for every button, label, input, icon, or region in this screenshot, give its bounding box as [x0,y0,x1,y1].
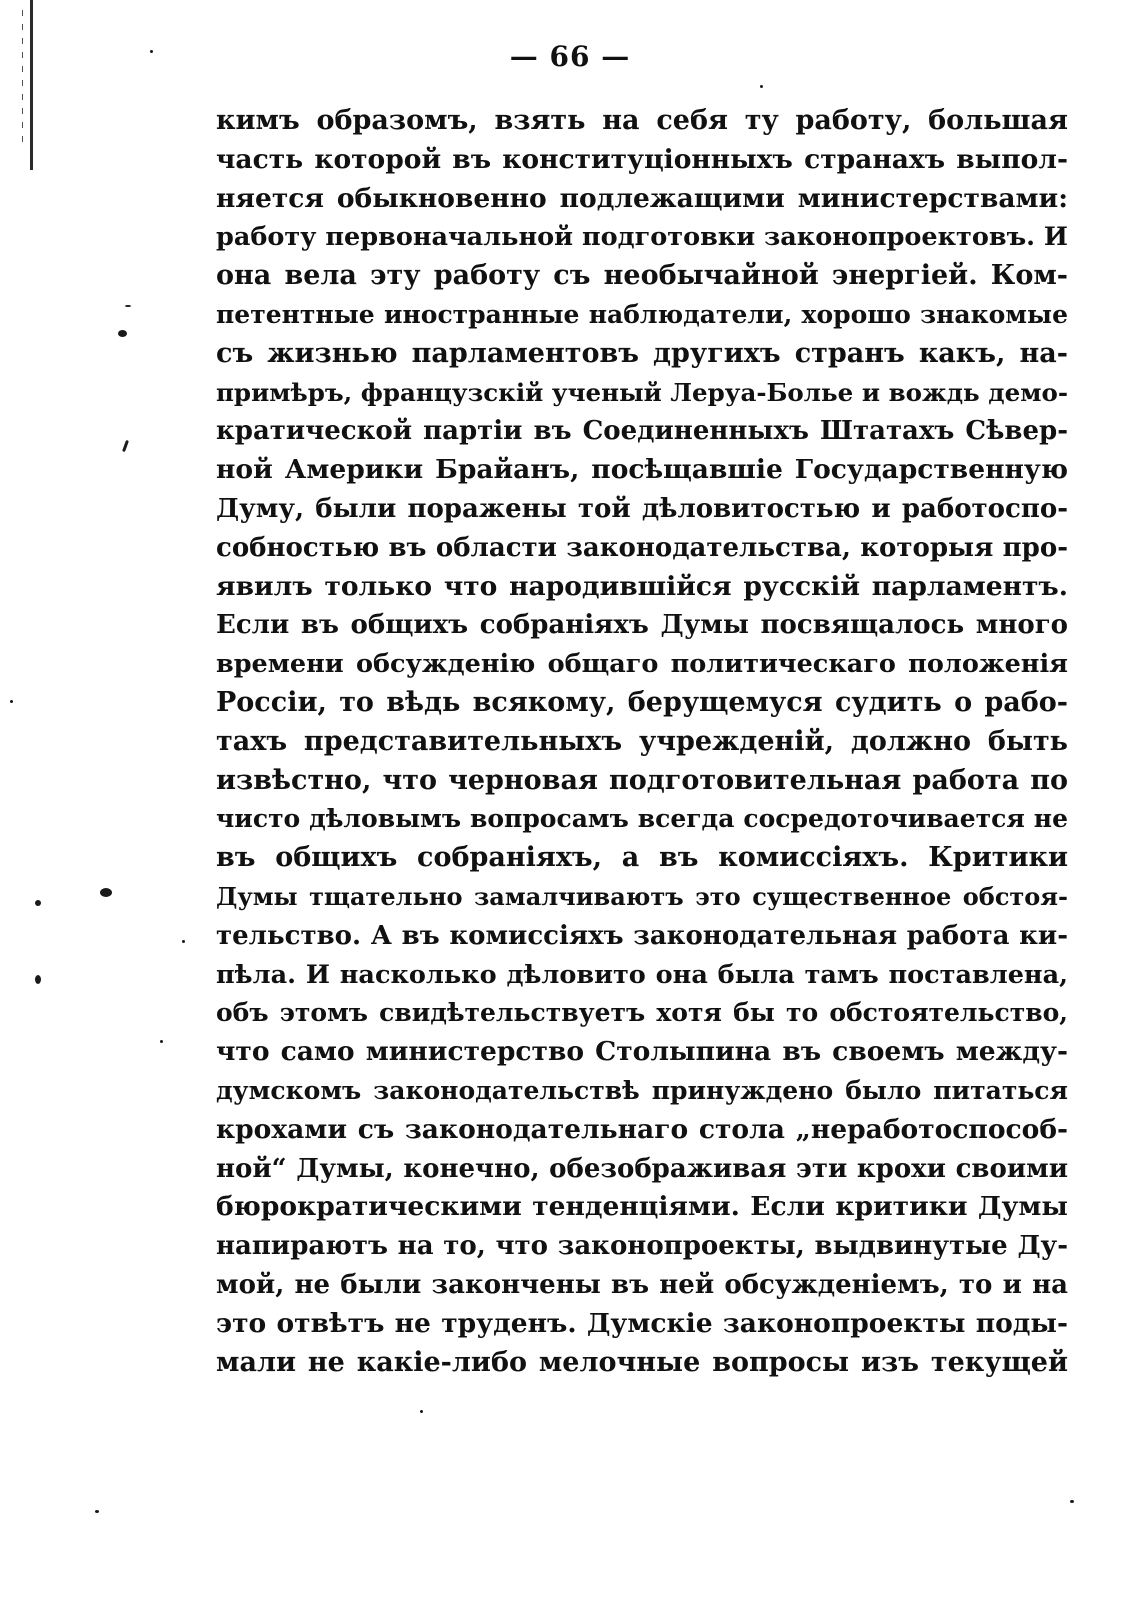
text-line: собностью въ области законодательства, которыя про- [216,532,1068,563]
text-line: въ общихъ собраніяхъ, а въ комиссіяхъ. Критики [216,842,1068,874]
text-line: мой, не были закончены въ ней обсужденіемъ, то и на [216,1269,1068,1300]
text-line: чисто дѣловымъ вопросамъ всегда сосредоточивается не [216,804,1068,834]
scan-speck [150,50,153,53]
scan-speck [122,440,129,452]
text-line: Россіи, то вѣдь всякому, берущемуся судить о рабо- [216,686,1068,718]
text-line: явилъ только что народившійся русскій парламентъ. [216,570,1068,602]
text-line: времени обсужденію общаго политическаго положенія [216,649,1068,680]
scan-speck [118,330,127,337]
body-text [216,102,1068,1382]
text-line: петентные иностранные наблюдатели, хорошо знакомые [216,299,1068,329]
scan-speck [35,900,41,906]
text-line: объ этомъ свидѣтельствуетъ хотя бы то обстоятельство, [216,998,1068,1028]
scan-speck [100,888,112,897]
text-line: кимъ образомъ, взять на себя ту работу, большая [216,105,1068,136]
text-line: часть которой въ конституціонныхъ странахъ выпол- [216,143,1068,175]
text-line: съ жизнью парламентовъ другихъ странъ какъ, на- [216,337,1068,369]
text-line: что само министерство Столыпина въ своемъ между- [216,1036,1068,1068]
scan-speck [35,975,41,984]
scan-speck [760,85,763,88]
scan-speck [95,1510,99,1513]
text-line: бюрократическими тенденціями. Если критики Думы [216,1191,1068,1223]
text-line: тахъ представительныхъ учрежденій, должно быть [216,725,1068,757]
text-line: пѣла. И насколько дѣловито она была тамъ поставлена, [216,959,1068,990]
scan-speck [10,700,13,703]
page-number: — 66 — [509,40,631,73]
text-line: тельство. А въ комиссіяхъ законодательная работа ки- [216,920,1068,951]
scan-speck [1070,1500,1074,1503]
text-line: мали не какіе-либо мелочные вопросы изъ текущей [216,1346,1068,1378]
binding-edge-dashes [22,10,23,150]
scan-speck [182,940,185,943]
text-line: примѣръ, французскій ученый Леруа-Болье и вождь демо- [216,377,1068,407]
binding-edge-mark [30,0,33,170]
text-line: крохами съ законодательнаго стола „неработоспособ- [216,1113,1068,1145]
text-line: ной Америки Брайанъ, посѣщавшіе Государственную [216,454,1068,486]
text-line: Если въ общихъ собраніяхъ Думы посвящалось много [216,610,1068,641]
text-line: Думы тщательно замалчиваютъ это существенное обстоя- [216,881,1068,911]
text-line: кратической партіи въ Соединенныхъ Штатахъ Сѣвер- [216,416,1068,447]
scan-speck [420,1410,423,1413]
text-line: Думу, были поражены той дѣловитостью и работоспо- [216,493,1068,524]
text-line: она вела эту работу съ необычайной энергіей. Ком- [216,260,1068,292]
text-line: работу первоначальной подготовки законопроектовъ. И [216,222,1068,253]
scan-speck [125,305,131,307]
text-line: думскомъ законодательствѣ принуждено было питаться [216,1075,1068,1105]
text-line: извѣстно, что черновая подготовительная работа по [216,764,1068,796]
text-line: ной“ Думы, конечно, обезображивая эти крохи своими [216,1153,1068,1184]
text-line: это отвѣтъ не труденъ. Думскіе законопроекты поды- [216,1307,1068,1339]
text-line: напираютъ на то, что законопроекты, выдвинутые Ду- [216,1231,1068,1262]
scan-speck [160,1040,163,1043]
text-line: няется обыкновенно подлежащими министерствами: [216,182,1068,214]
